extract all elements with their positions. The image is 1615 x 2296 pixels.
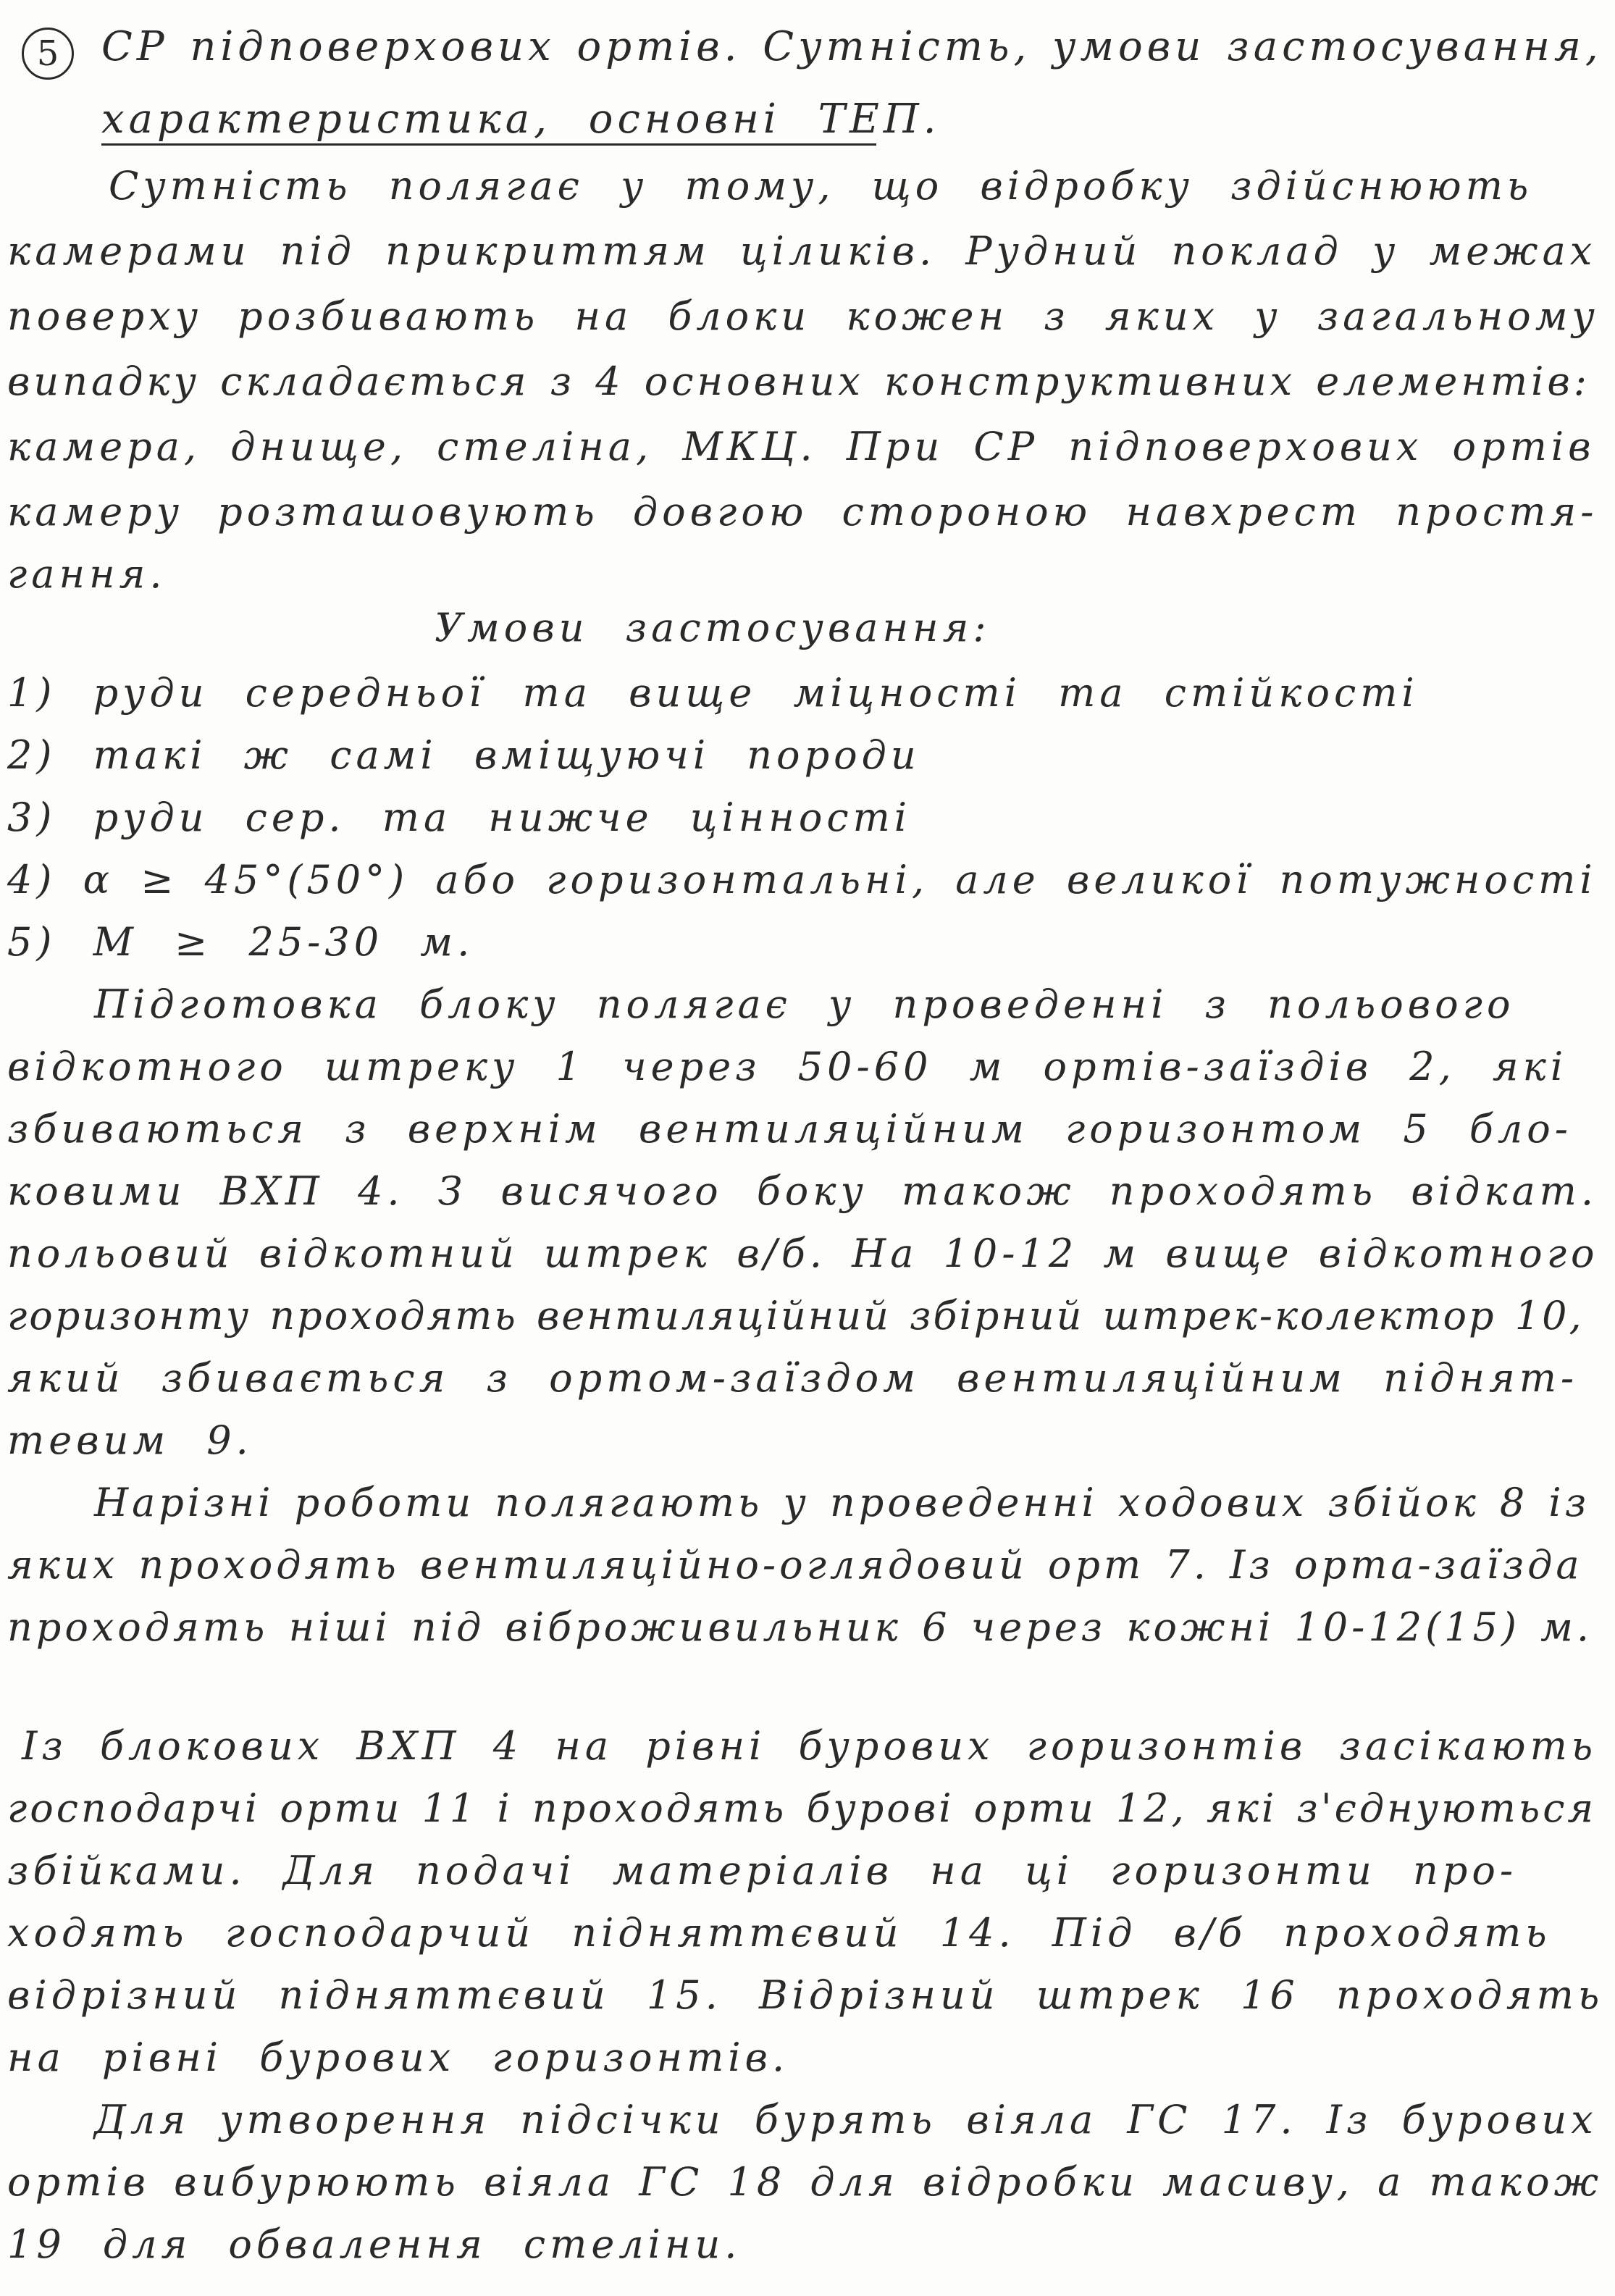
undercut-line-3: 19 для обвалення стеліни. xyxy=(7,2221,742,2267)
preparation-line-2: відкотного штреку 1 через 50-60 м ортів-заїздів 2, які xyxy=(7,1044,1568,1089)
essence-line-4: випадку складається з 4 основних конструктивних елементів: xyxy=(7,359,1590,404)
undercut-line-1: Для утворення підсічки бурять віяла ГС 17. Із бурових xyxy=(94,2097,1598,2142)
condition-item-5: 5) M ≥ 25-30 м. xyxy=(7,919,474,965)
preparation-line-6: горизонту проходять вентиляційний збірний штрек-колектор 10, xyxy=(7,1293,1584,1338)
conditions-title: Умови застосування: xyxy=(435,605,991,650)
blocks-line-2: господарчі орти 11 і проходять бурові орти 12, які з'єднуються xyxy=(7,1785,1597,1831)
heading-underline xyxy=(101,143,876,146)
preparation-line-3: збиваються з верхнім вентиляційним горизонтом 5 бло- xyxy=(7,1106,1572,1152)
essence-line-5: камера, днище, стеліна, МКЦ. При СР підповерхових ортів xyxy=(7,424,1595,469)
blocks-line-1: Із блокових ВХП 4 на рівні бурових горизонтів засікають xyxy=(22,1723,1598,1769)
preparation-line-7: який збивається з ортом-заїздом вентиляційним піднят- xyxy=(7,1355,1579,1401)
condition-item-2: 2) такі ж самі вміщуючі породи xyxy=(7,732,920,778)
blocks-line-3: збійками. Для подачі матеріалів на ці горизонти про- xyxy=(7,1848,1518,1893)
preparation-line-1: Підготовка блоку полягає у проведенні з польового xyxy=(94,981,1515,1027)
cutting-line-1: Нарізні роботи полягають у проведенні ходових збійок 8 із xyxy=(94,1480,1590,1525)
essence-line-1: Сутність полягає у тому, що відробку здійснюють xyxy=(109,163,1533,209)
heading-line-1: СР підповерхових ортів. Сутність, умови застосування, xyxy=(101,23,1603,70)
cutting-line-2: яких проходять вентиляційно-оглядовий орт 7. Із орта-заїзда xyxy=(7,1542,1583,1588)
essence-line-3: поверху розбивають на блоки кожен з яких у загальному xyxy=(7,293,1599,339)
blocks-line-6: на рівні бурових горизонтів. xyxy=(7,2035,789,2080)
undercut-line-2: ортів вибурюють віяла ГС 18 для відробки масиву, а також xyxy=(7,2159,1603,2205)
preparation-line-4: ковими ВХП 4. З висячого боку також проходять відкат. xyxy=(7,1168,1598,1214)
cutting-line-3: проходять ніші під віброживильник 6 через кожні 10-12(15) м. xyxy=(7,1604,1593,1650)
preparation-line-5: польовий відкотний штрек в/б. На 10-12 м вище відкотного xyxy=(7,1231,1599,1276)
preparation-line-8: тевим 9. xyxy=(7,1417,253,1463)
condition-item-4: 4) α ≥ 45°(50°) або горизонтальні, але великої потужності xyxy=(7,857,1597,902)
condition-item-1: 1) руди середньої та вище міцності та стійкості xyxy=(7,670,1419,716)
essence-line-2: камерами під прикриттям ціликів. Рудний поклад у межах xyxy=(7,228,1597,274)
condition-item-3: 3) руди сер. та нижче цінності xyxy=(7,795,912,840)
essence-line-7: гання. xyxy=(7,551,167,597)
question-number-badge: 5 xyxy=(22,28,74,80)
heading-line-2: характеристика, основні ТЕП. xyxy=(101,96,941,143)
blocks-line-4: ходять господарчий підняттєвий 14. Під в/б проходять xyxy=(7,1910,1551,1956)
essence-line-6: камеру розташовують довгою стороною навхрест простя- xyxy=(7,489,1598,535)
blocks-line-5: відрізний підняттєвий 15. Відрізний штрек 16 проходять xyxy=(7,1972,1604,2018)
